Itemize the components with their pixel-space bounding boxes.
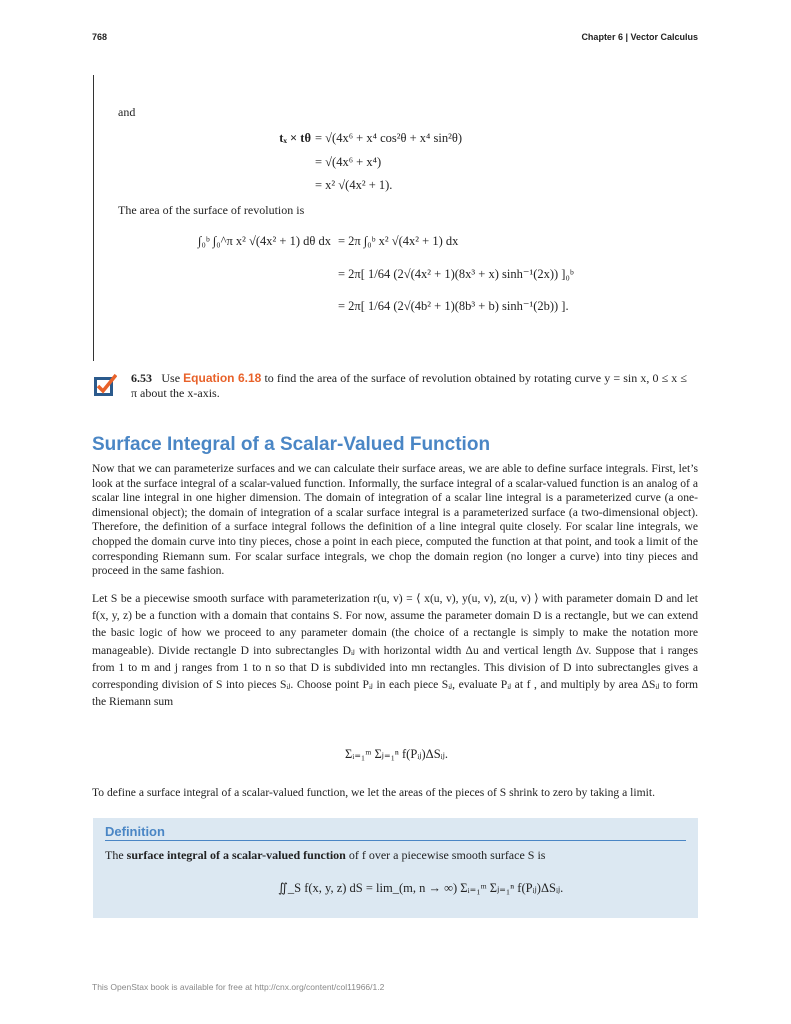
paragraph-riemann: Let S be a piecewise smooth surface with parameterization r(u, v) = ⟨ x(u, v), y(u, v), z(u, v) ⟩ with parameter domain D and let f(x, y, z) be a function with a domain that contains S. For now, assume the parameter domain D is a rectangle, but we can extend the basic logic of how we proceed to any parameter domain (the choice of a rectangle is simply to make the notation more manageable). Divide rectangle D into subrectangles Dᵢⱼ with horizontal width Δu and vertical length Δv. Suppose that i ranges from 1 to m and j ranges from 1 to n so that D is subdivided into mn rectangles. This division of D into subrectangles gives a corresponding division of S into pieces Sᵢⱼ. Choose point Pᵢⱼ in each piece Sᵢⱼ, evaluate Pᵢⱼ at f , and multiply by area ΔSᵢⱼ to form the Riemann sum	[92, 592, 698, 709]
eq-rhs: = x² √(4x² + 1).	[315, 178, 393, 192]
eq-rhs: = √(4x⁶ + x⁴ cos²θ + x⁴ sin²θ)	[315, 131, 463, 145]
eq-rhs: = 2π[ 1/64 (2√(4b² + 1)(8b³ + b) sinh⁻¹(2b)) ].	[338, 299, 569, 313]
definition-heading: Definition	[105, 824, 165, 839]
checkpoint-number: 6.53	[131, 371, 152, 385]
footer-note: This OpenStax book is available for free at http://cnx.org/content/col11966/1.2	[92, 982, 385, 992]
checkpoint-text	[131, 371, 687, 401]
definition-rule	[105, 840, 686, 841]
paragraph-intro: Now that we can parameterize surfaces and we can calculate their surface areas, we are able to define surface integrals. First, let’s look at the surface integral of a scalar-valued function. Informally, the surface integral of a scalar-valued function is an analog of a scalar line integral in one higher dimension. The domain of integration of a scalar line integral is a parameterized curve (a one-dimensional object); the domain of integration of a scalar surface integral is a parameterized surface (a two-dimensional object). Therefore, the definition of a surface integral follows the definition of a line integral quite closely. For scalar line integrals, we chopped the domain curve into tiny pieces, chose a point in each piece, computed the function at that point, and took a limit of the corresponding Riemann sum. For scalar surface integrals, we chop the domain region (no longer a curve) into tiny pieces and proceed in the same fashion.	[92, 462, 698, 578]
paragraph-limit: To define a surface integral of a scalar-valued function, we let the areas of the pieces of S shrink to zero by taking a limit.	[92, 786, 655, 799]
riemann-sum-formula: Σᵢ₌₁ᵐ Σⱼ₌₁ⁿ f(Pᵢⱼ)ΔSᵢⱼ.	[345, 747, 449, 761]
definition-formula: ∬_S f(x, y, z) dS = lim_(m, n → ∞) Σᵢ₌₁ᵐ Σⱼ₌₁ⁿ f(Pᵢⱼ)ΔSᵢⱼ.	[278, 881, 564, 895]
def-term: surface integral of a scalar-valued function	[126, 848, 346, 862]
equation-link[interactable]: Equation 6.18	[183, 371, 262, 385]
eq-lhs: ∫₀ᵇ ∫₀^π x² √(4x² + 1) dθ dx	[198, 234, 331, 248]
page-number: 768	[92, 32, 108, 42]
eq-lhs: tₓ × tθ	[279, 131, 311, 145]
example-side-rule	[93, 75, 94, 361]
section-heading: Surface Integral of a Scalar-Valued Function	[92, 434, 491, 455]
eq-rhs: = 2π[ 1/64 (2√(4x² + 1)(8x³ + x) sinh⁻¹(2x)) ]₀ᵇ	[338, 267, 574, 281]
def-post: of f over a piecewise smooth surface S is	[348, 848, 546, 862]
def-pre: The	[105, 848, 124, 862]
area-intro: The area of the surface of revolution is	[118, 203, 305, 217]
example-intro: and	[118, 105, 136, 119]
checkpoint-pre: Use	[161, 371, 181, 385]
checkpoint-icon	[93, 373, 117, 397]
eq-rhs: = √(4x⁶ + x⁴)	[315, 155, 382, 169]
eq-rhs: = 2π ∫₀ᵇ x² √(4x² + 1) dx	[338, 234, 459, 248]
checkpoint-post: to find the area of the surface of revolution obtained by rotating curve y = sin x, 0 ≤ x ≤ π about the x-axis.	[131, 371, 688, 400]
chapter-title: Chapter 6 | Vector Calculus	[581, 32, 698, 42]
definition-text	[105, 848, 545, 863]
definition-box	[93, 818, 698, 918]
